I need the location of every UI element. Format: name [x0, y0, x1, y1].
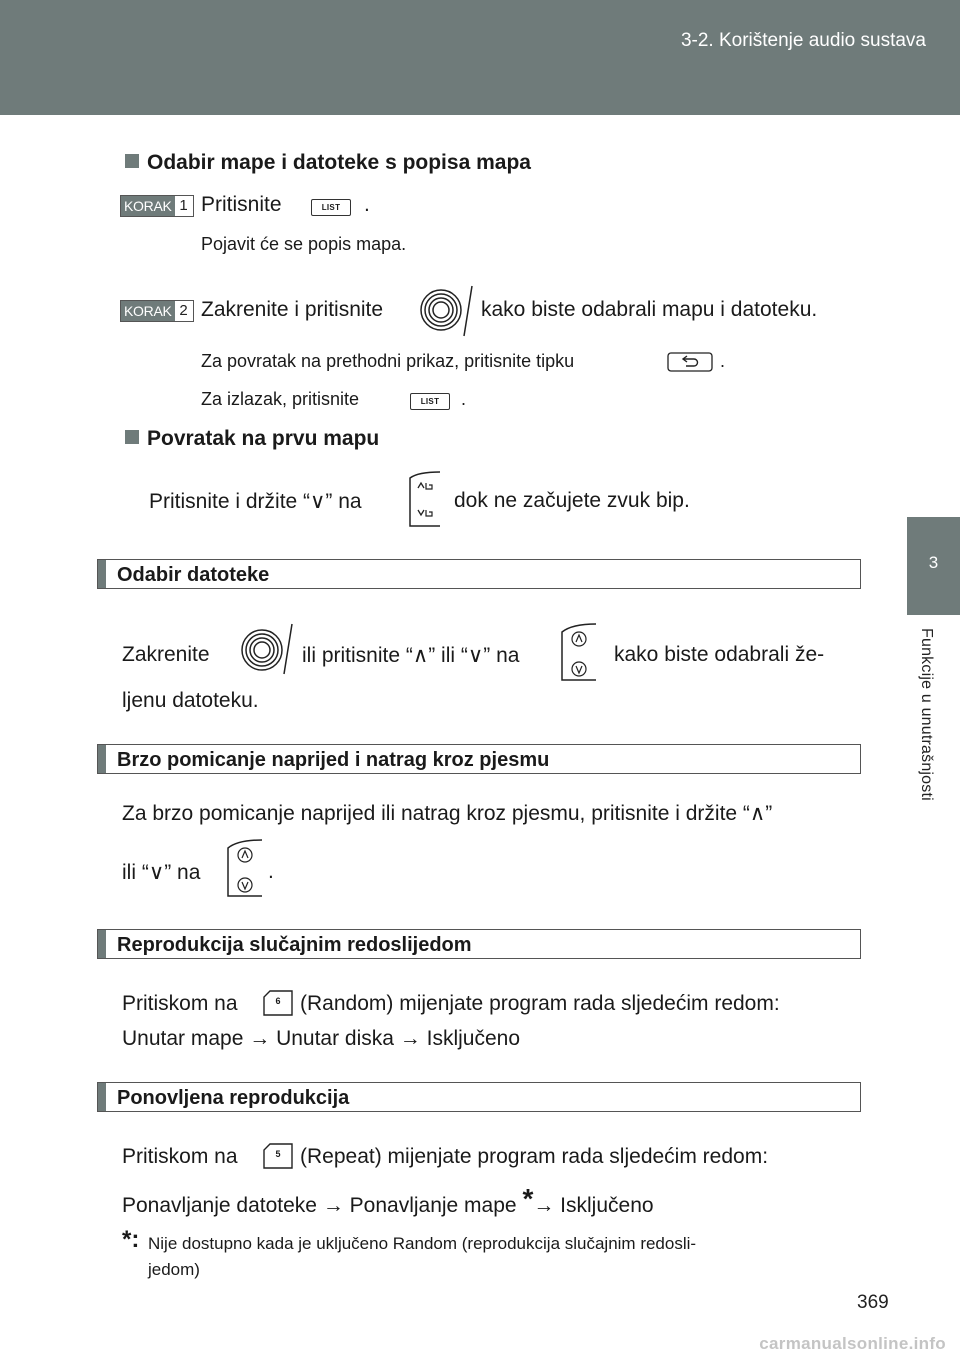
repeat-text-1: Pritiskom na: [122, 1145, 238, 1168]
chapter-title: 3-2. Korištenje audio sustava: [680, 30, 926, 51]
back-button-icon: [667, 352, 713, 372]
section-title: Ponovljena reprodukcija: [117, 1087, 350, 1109]
chapter-tab[interactable]: [907, 517, 960, 615]
step-1-note: Pojavit će se popis mapa.: [201, 234, 407, 254]
footer-watermark[interactable]: carmanualsonline.info: [759, 1334, 946, 1353]
folder-up-down-button-icon: [404, 470, 444, 530]
section-bar-repeat: [97, 1082, 861, 1112]
square-bullet-icon: [125, 154, 139, 168]
section-bar-file-select: [97, 559, 861, 589]
file-select-text-4: ljenu datoteku.: [122, 689, 259, 712]
step-2-text: Zakrenite i pritisnite: [201, 298, 384, 321]
step-1-text-end: .: [364, 193, 370, 216]
section-bar-fast-forward: [97, 744, 861, 774]
first-folder-text-end: dok ne začujete zvuk bip.: [454, 489, 690, 512]
step-1-text: Pritisnite: [201, 193, 282, 216]
step-1-badge: KORAK 1: [120, 195, 194, 217]
repeat-text-2: (Repeat) mijenjate program rada sljedećim redom:: [300, 1145, 769, 1168]
step-2-text-end: kako biste odabrali mapu i datoteku.: [481, 298, 818, 321]
step-2-note-exit-end: .: [461, 389, 467, 409]
list-button-icon: LIST: [311, 199, 351, 216]
file-select-text-1: Zakrenite: [122, 643, 210, 666]
step-2-note-back-end: .: [720, 351, 726, 371]
random-text-1: Pritiskom na: [122, 992, 238, 1015]
section-title: Reprodukcija slučajnim redoslijedom: [117, 934, 472, 956]
chapter-number: 3: [928, 553, 939, 572]
fast-forward-text-1: Za brzo pomicanje naprijed ili natrag kroz pjesmu, pritisnite i držite “∧”: [122, 802, 773, 825]
section-bar-random: [97, 929, 861, 959]
seek-up-down-button-icon: [222, 838, 266, 900]
page-header: [0, 0, 960, 115]
step-2-note-exit: Za izlazak, pritisnite: [201, 389, 360, 409]
list-button-icon: LIST: [410, 393, 450, 410]
heading-first-folder: Povratak na prvu mapu: [125, 427, 379, 451]
random-sequence: Unutar mape → Unutar diska → Isključeno: [122, 1027, 521, 1050]
footnote-star: *: [522, 1183, 534, 1214]
chapter-label: Funkcije u unutrašnjosti: [918, 628, 935, 801]
fast-forward-text-2: ili “∨” na: [122, 861, 201, 884]
repeat-sequence: Ponavljanje datoteke → Ponavljanje mape *→ Isključeno: [122, 1183, 654, 1217]
footnote-mark: *:: [122, 1226, 140, 1253]
seek-up-down-button-icon: [556, 622, 600, 684]
page-number: 369: [857, 1292, 889, 1313]
fast-forward-text-3: .: [268, 860, 274, 883]
preset-6-button-icon: 6: [262, 989, 294, 1017]
first-folder-text: Pritisnite i držite “∨” na: [149, 490, 362, 513]
preset-5-button-icon: 5: [262, 1142, 294, 1170]
heading-folder-list: Odabir mape i datoteke s popisa mapa: [125, 151, 531, 175]
step-2-badge: KORAK 2: [120, 300, 194, 322]
tune-knob-icon: [236, 620, 296, 676]
file-select-text-3: kako biste odabrali že-: [614, 643, 825, 666]
footnote-text-2: jedom): [148, 1260, 200, 1279]
tune-knob-icon: [414, 282, 476, 338]
section-title: Brzo pomicanje naprijed i natrag kroz pjesmu: [117, 749, 550, 771]
random-text-2: (Random) mijenjate program rada sljedećim redom:: [300, 992, 780, 1015]
footnote-text-1: Nije dostupno kada je uključeno Random (reprodukcija slučajnim redosli-: [148, 1234, 697, 1253]
square-bullet-icon: [125, 430, 139, 444]
step-2-note-back: Za povratak na prethodni prikaz, pritisnite tipku: [201, 351, 575, 371]
file-select-text-2: ili pritisnite “∧” ili “∨” na: [302, 644, 520, 667]
section-title: Odabir datoteke: [117, 564, 270, 586]
